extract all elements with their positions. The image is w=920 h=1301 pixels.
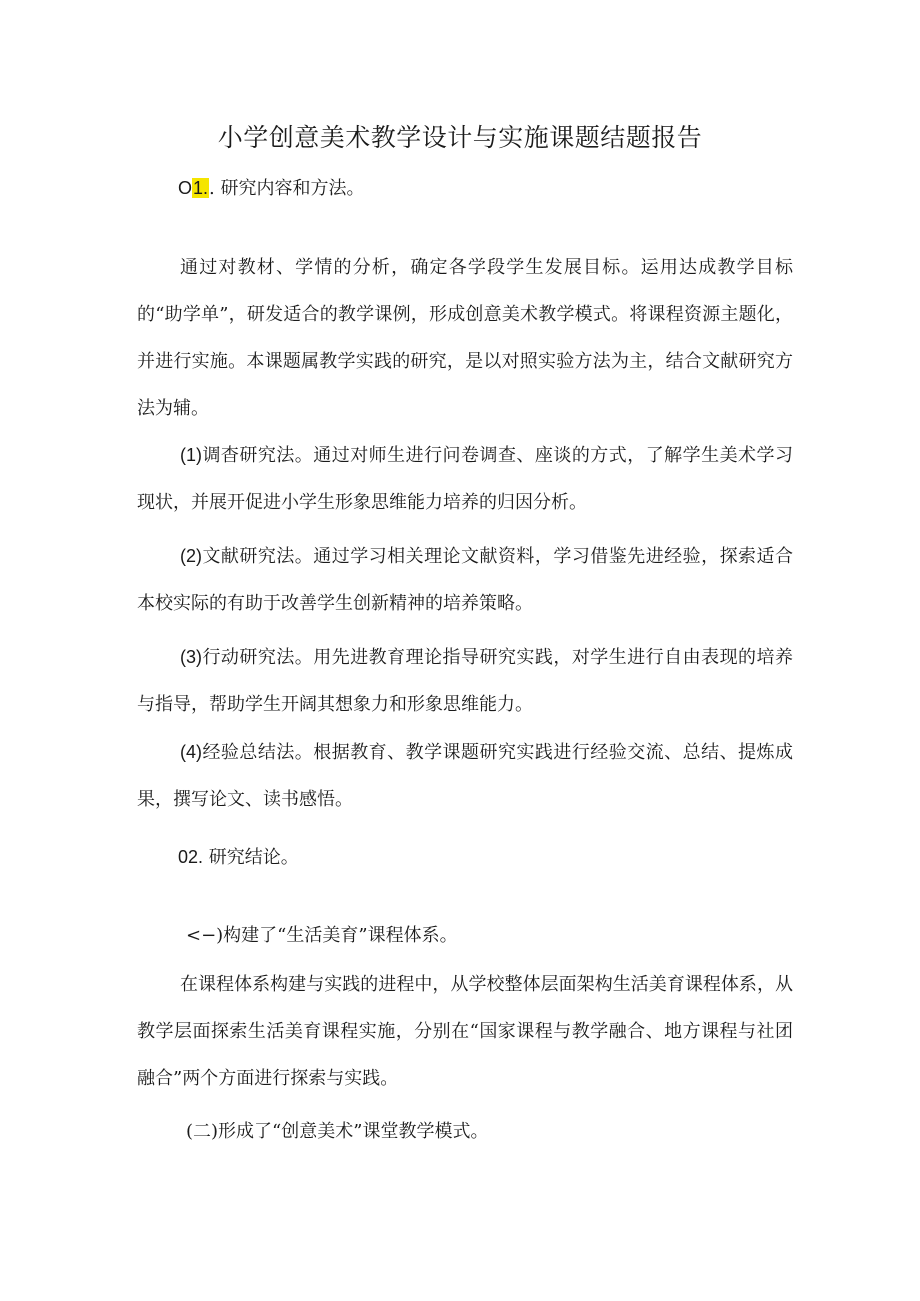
section-number: 02. [178,847,204,867]
section-heading-text: . 研究内容和方法。 [209,178,365,199]
method-text: 文献研究法。通过学习相关理论文献资料，学习借鉴先进经验，探索适合本校实际的有助于改善学生创新精神的培养策略。 [137,546,793,614]
method-text: 调杳研究法。通过对师生进行问卷调查、座谈的方式，了解学生美术学习现状，并展开促进小学生形象思维能力培养的归因分析。 [137,445,793,513]
method-text: 经验总结法。根据教育、教学课题研究实践进行经验交流、总结、提炼成果，撰写论文、读书感悟。 [137,742,793,810]
subsection-body-1: 在课程体系构建与实践的进程中，从学校整体层面架构生活美育课程体系，从教学层面探索生活美育课程实施，分别在“国家课程与教学融合、地方课程与社团融合”两个方面进行探索与实践。 [137,974,793,1089]
section-heading-text: 研究结论。 [203,847,299,868]
method-paragraph-3 [137,634,793,728]
method-number: (4) [180,742,202,762]
intro-paragraph: 通过对教材、学情的分析，确定各学段学生发展目标。运用达成教学目标的“助学单”，研发适合的教学课例，形成创意美术教学模式。将课程资源主题化，并进行实施。本课题属教学实践的研究，是以对照实验方法为主，结合文献研究方法为辅。 [137,257,793,419]
method-paragraph-2 [137,533,793,627]
section-heading-1 [178,174,364,203]
method-number: (2) [180,546,202,566]
method-paragraph-4 [137,729,793,823]
highlighted-number: 1. [193,178,209,198]
section-heading-2 [178,843,299,872]
method-paragraph-1 [137,432,793,526]
method-number: (1) [180,445,202,465]
method-text: 行动研究法。用先进教育理论指导研究实践，对学生进行自由表现的培养与指导，帮助学生开阔其想象力和形象思维能力。 [137,647,793,715]
subsection-heading-1: <−)构建了“生活美育”课程体系。 [186,925,458,946]
document-title: 小学创意美术教学设计与实施课题结题报告 [217,123,703,152]
subsection-heading-2: (二)形成了“创意美术”课堂教学模式。 [186,1121,489,1142]
section-prefix: O [178,178,193,198]
method-number: (3) [180,647,202,667]
